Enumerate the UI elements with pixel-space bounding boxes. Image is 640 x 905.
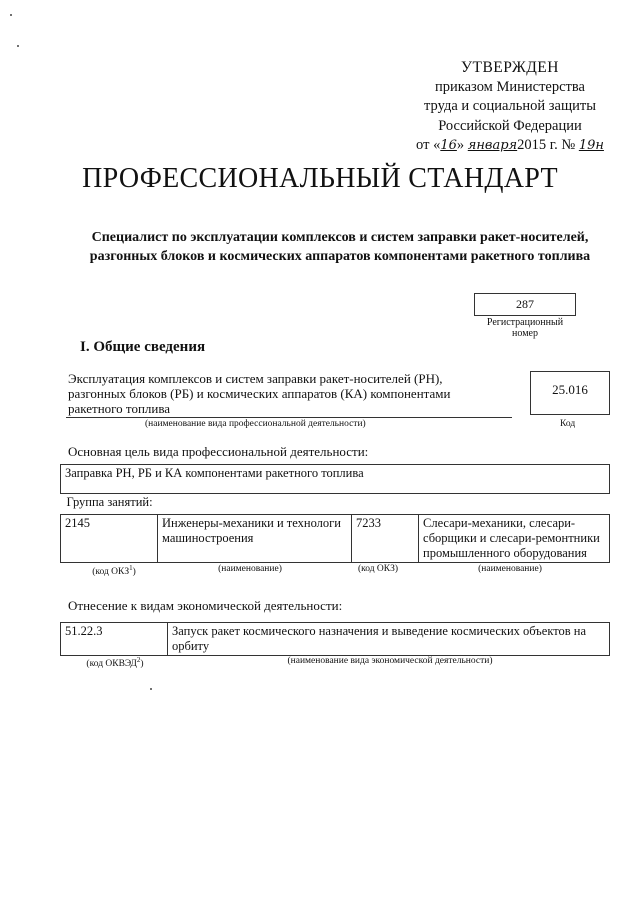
registration-number: 287 [474, 293, 576, 316]
goal-text: Заправка РН, РБ и КА компонентами ракетного топлива [61, 465, 610, 494]
okved-text: Запуск ракет космического назначения и выведение космических объектов на орбиту [168, 623, 610, 656]
okz-caption-name2: (наименование) [478, 564, 542, 574]
approval-block [400, 58, 620, 156]
okz-name-2: Слесари-механики, слесари-сборщики и слесари-ремонтники промышленного оборудования [419, 515, 610, 563]
handwritten-day: 16 [440, 138, 457, 153]
okz-code-1: 2145 [61, 515, 158, 563]
handwritten-number: 19н [578, 138, 604, 153]
approval-date: от «16» января2015 г. № 19н [416, 137, 604, 153]
approval-line: Российской Федерации [438, 117, 582, 134]
approval-year: 2015 [517, 137, 547, 153]
activity-underline [66, 417, 512, 418]
okved-code: 51.22.3 [61, 623, 168, 656]
occupations-table [60, 514, 610, 563]
scan-speck [10, 14, 12, 16]
registration-caption: Регистрационный номер [486, 317, 564, 339]
activity-name-caption: (наименование вида профессиональной деятельности) [145, 419, 366, 429]
okz-caption-code2: (код ОКЗ) [357, 564, 399, 574]
okz-name-1: Инженеры-механики и технологи машиностроения [158, 515, 352, 563]
okved-caption-text: (наименование вида экономической деятельности) [287, 656, 493, 666]
occupations-label: Группа занятий: [61, 494, 610, 512]
okz-caption-code1: (код ОКЗ$^1$) [92, 564, 136, 578]
approval-heading: УТВЕРЖДЕН [461, 59, 559, 76]
okved-caption-code: (код ОКВЭД$^2$) [86, 656, 144, 670]
okz-caption-name1: (наименование) [218, 564, 282, 574]
document-title: ПРОФЕССИОНАЛЬНЫЙ СТАНДАРТ [82, 163, 558, 194]
scan-speck [17, 45, 19, 47]
activity-code: 25.016 [530, 371, 610, 415]
table-row [61, 623, 610, 656]
activity-code-caption: Код [560, 419, 576, 429]
activity-name: Эксплуатация комплексов и систем заправки ракет-носителей (РН), разгонных блоков (РБ) и космических аппаратов (КА) компонентами ракетного топлива [68, 371, 451, 416]
goal-table [60, 464, 610, 511]
okz-code-2: 7233 [352, 515, 419, 563]
handwritten-month: января [467, 138, 518, 153]
economic-table [60, 622, 610, 656]
scan-speck [150, 688, 152, 690]
goal-label: Основная цель вида профессиональной деятельности: [68, 444, 369, 459]
approval-line: труда и социальной защиты [424, 98, 596, 114]
section-title: I. Общие сведения [80, 339, 206, 355]
standard-name: Специалист по эксплуатации комплексов и систем заправки ракет-носителей, разгонных блоков и космических аппаратов компонентами ракетного топлива [89, 230, 591, 264]
economic-label: Отнесение к видам экономической деятельности: [68, 598, 343, 613]
table-row [61, 515, 610, 563]
approval-line: приказом Министерства [435, 78, 585, 95]
